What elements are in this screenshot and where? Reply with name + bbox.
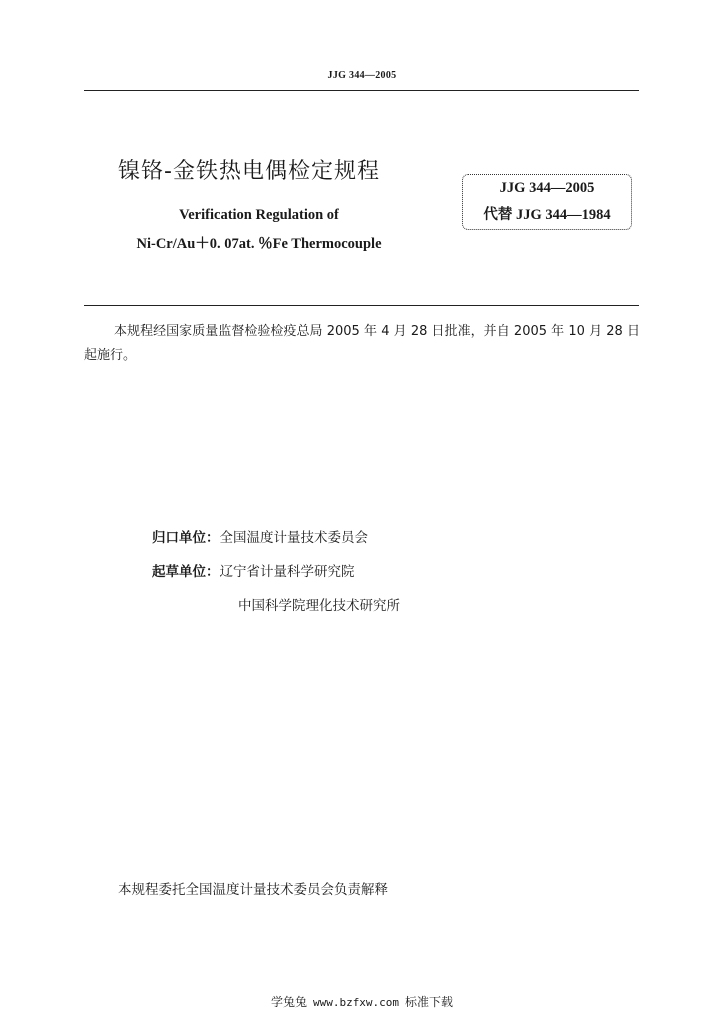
footer-tagline: 标准下载 [405,995,454,1009]
responsible-unit-label: 归口单位： [152,530,220,546]
standard-code-box [462,174,632,230]
responsible-unit-value: 全国温度计量技术委员会 [219,530,368,546]
header-standard-code: JJG 344—2005 [327,70,397,81]
footer-url[interactable]: www.bzfxw.com [312,996,400,1009]
standard-code: JJG 344—2005 [499,180,595,196]
footer-watermark [0,993,724,1010]
document-title-english-line2: Ni-Cr/Au＋0. 07at. ％Fe Thermocouple [136,236,382,252]
drafting-unit-value-2: 中国科学院理化技术研究所 [238,598,400,614]
interpretation-statement: 本规程委托全国温度计量技术委员会负责解释 [118,882,388,898]
drafting-unit-value-1: 辽宁省计量科学研究院 [219,564,355,580]
drafting-unit-row [152,560,355,580]
section-divider [84,305,639,306]
document-title-chinese: 镍铬-金铁热电偶检定规程 [118,159,380,184]
document-title-english-line1: Verification Regulation of [179,207,339,223]
approval-statement: 本规程经国家质量监督检验检疫总局 2005 年 4 月 28 日批准，并自 2005 年 10 月 28 日起施行。 [84,324,640,363]
responsible-unit-row [152,526,368,546]
footer-site-name: 学兔兔 [270,995,307,1009]
header-divider [84,90,639,91]
replaces-code: 代替 JJG 344—1984 [483,207,611,223]
drafting-unit-label: 起草单位： [152,564,220,580]
